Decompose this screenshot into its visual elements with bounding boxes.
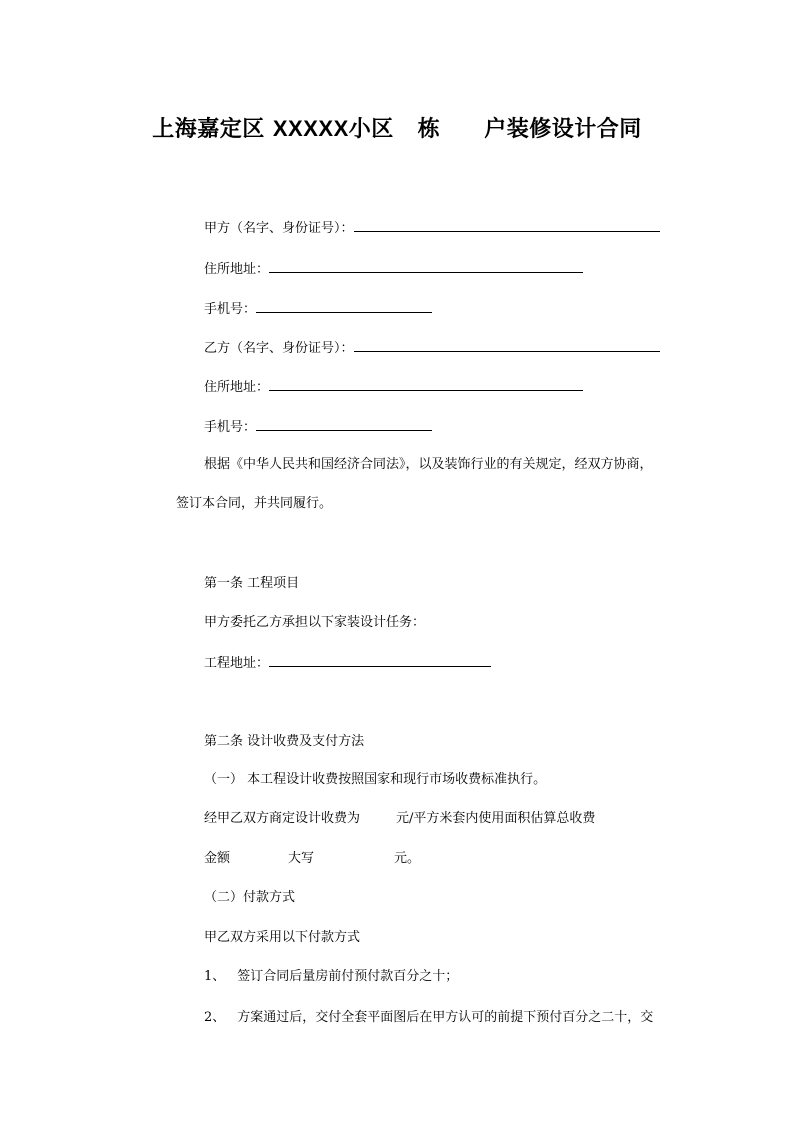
article-2-item-2: （二）付款方式: [204, 890, 296, 905]
party-b-name-blank: [354, 338, 660, 352]
payment-step-2: [204, 1009, 653, 1027]
party-a-address-label: 住所地址：: [204, 262, 270, 277]
party-b-address-blank: [269, 377, 583, 391]
preamble-line-1: 根据《中华人民共和国经济合同法》，以及装饰行业的有关规定，经双方协商，: [204, 457, 653, 472]
project-address-label: 工程地址：: [204, 656, 270, 671]
article-1-text: 甲方委托乙方承担以下家装设计任务：: [204, 615, 426, 630]
payment-step-1: [204, 968, 458, 986]
preamble-line-2: 签订本合同，并共同履行。: [176, 496, 333, 511]
payment-step-2-number: 2、: [204, 1010, 226, 1025]
title-suffix: 户装修设计合同: [484, 116, 642, 142]
party-b-address-label: 住所地址：: [204, 380, 270, 395]
project-address-blank: [269, 653, 491, 667]
party-a-phone-line: [204, 299, 432, 319]
amount-unit: 元。: [394, 851, 421, 866]
party-a-name-blank: [354, 218, 660, 232]
party-a-address-blank: [269, 259, 583, 273]
title-prefix: 上海嘉定区: [152, 116, 265, 142]
fee-part-2: 元/平方米套内使用面积估算总收费: [396, 811, 596, 826]
party-a-name-line: [204, 218, 660, 238]
amount-words-label: 大写: [288, 851, 315, 866]
party-a-phone-label: 手机号：: [204, 302, 257, 317]
article-2-item-1: （一） 本工程设计收费按照国家和现行市场收费标准执行。: [204, 772, 547, 787]
article-1-heading: 第一条 工程项目: [204, 576, 300, 591]
party-a-name-label: 甲方（名字、身份证号）：: [204, 221, 354, 236]
party-b-phone-line: [204, 417, 432, 437]
party-b-phone-label: 手机号：: [204, 420, 257, 435]
party-b-name-line: [204, 338, 660, 358]
payment-intro: 甲乙双方采用以下付款方式: [204, 930, 361, 945]
payment-step-1-text: 签订合同后量房前付预付款百分之十；: [237, 969, 459, 984]
title-code: XXXXX: [272, 116, 349, 141]
party-a-phone-blank: [256, 299, 432, 313]
payment-step-2-text: 方案通过后，交付全套平面图后在甲方认可的前提下预付百分之二十，交: [237, 1010, 654, 1025]
amount-line: [204, 850, 420, 868]
fee-part-1: 经甲乙双方商定设计收费为: [204, 811, 361, 826]
title-community: 小区: [348, 116, 394, 142]
document-title: [0, 112, 794, 143]
party-a-address-line: [204, 259, 583, 279]
project-address-line: [204, 653, 491, 673]
party-b-name-label: 乙方（名字、身份证号）：: [204, 341, 354, 356]
party-b-address-line: [204, 377, 583, 397]
amount-label: 金额: [204, 851, 231, 866]
fee-line: [204, 810, 595, 828]
title-building: 栋: [417, 116, 441, 142]
payment-step-1-number: 1、: [204, 969, 226, 984]
article-2-heading: 第二条 设计收费及支付方法: [204, 734, 365, 749]
party-b-phone-blank: [256, 417, 432, 431]
